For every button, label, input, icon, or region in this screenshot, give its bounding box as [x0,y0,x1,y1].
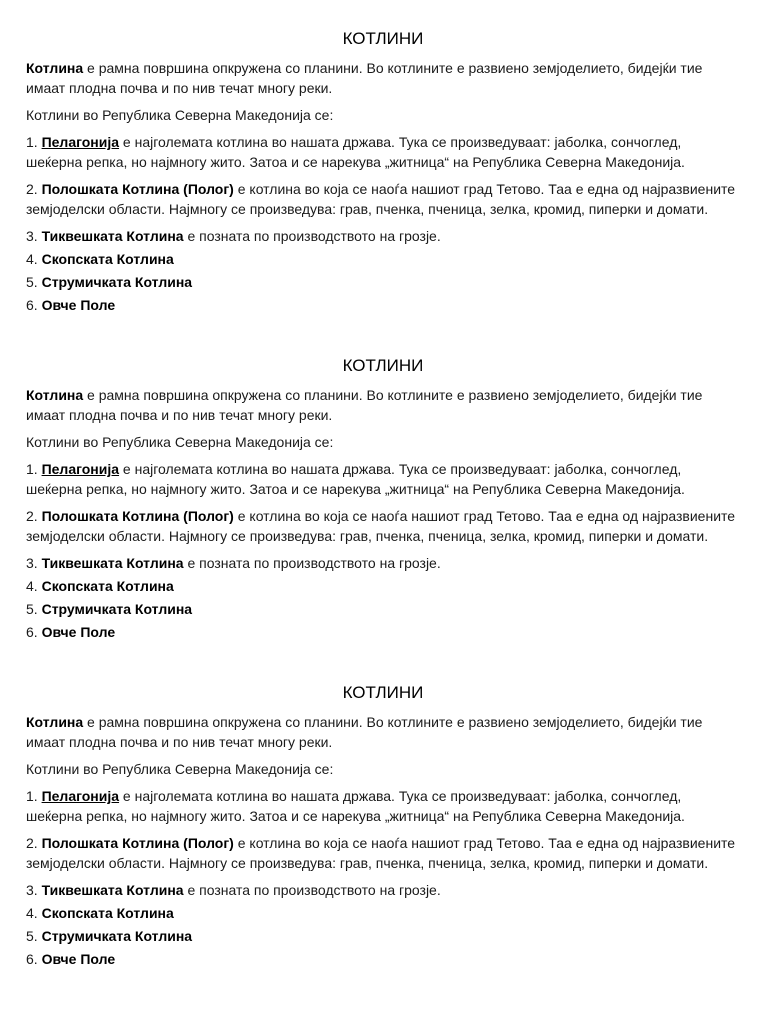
intro-text: е рамна површина опкружена со планини. Во котлините е развиено земјоделието, бидејќи тие имаат плодна почва и по нив течат многу реки. [26,714,703,750]
list-item-4 [26,903,740,923]
item-number: 1. [26,788,42,804]
list-item-1 [26,459,740,499]
lead-paragraph: Котлини во Република Северна Македонија се: [26,434,334,450]
item-name: Овче Поле [41,624,116,640]
intro-text: е рамна површина опкружена со планини. Во котлините е развиено земјоделието, бидејќи тие имаат плодна почва и по нив течат многу реки. [26,387,703,423]
list-item-2 [26,506,740,546]
item-name: Скопската Котлина [41,251,174,267]
item-desc: е најголемата котлина во нашата држава. Тука се произведуваат: јаболка, сончоглед, шеќерна репка, но најмногу жито. Затоа и се нарекува „житница“ на Република Северна Македонија. [26,134,685,170]
section-kotlini-2 [26,355,740,676]
item-number: 5. [26,928,42,944]
section-title: КОТЛИНИ [342,683,424,702]
intro-term: Котлина [26,60,84,76]
list-item-5 [26,599,740,619]
item-number: 6. [26,624,42,640]
item-number: 2. [26,508,42,524]
item-name: Овче Поле [41,297,116,313]
item-number: 3. [26,228,42,244]
list-item-6 [26,949,740,969]
document-page [26,22,740,1003]
intro-paragraph [26,385,740,425]
item-name: Тиквешката Котлина [41,555,184,571]
item-name: Скопската Котлина [41,905,174,921]
item-desc: е позната по производството на грозје. [183,228,441,244]
list-item-6 [26,622,740,642]
item-desc: е најголемата котлина во нашата држава. Тука се произведуваат: јаболка, сончоглед, шеќерна репка, но најмногу жито. Затоа и се нарекува „житница“ на Република Северна Македонија. [26,461,685,497]
item-desc: е позната по производството на грозје. [183,882,441,898]
item-number: 4. [26,251,42,267]
item-number: 2. [26,835,42,851]
item-number: 6. [26,297,42,313]
list-item-6 [26,295,740,315]
list-item-4 [26,576,740,596]
item-name: Полошката Котлина (Полог) [41,835,234,851]
lead-paragraph: Котлини во Република Северна Македонија се: [26,107,334,123]
item-name: Тиквешката Котлина [41,228,184,244]
item-desc: е котлина во која се наоѓа нашиот град Тетово. Таа е една од најразвиените земјоделски области. Најмногу се произведува: грав, пченка, пченица, зелка, кромид, пиперки и домати. [26,508,736,544]
item-desc: е котлина во која се наоѓа нашиот град Тетово. Таа е една од најразвиените земјоделски области. Најмногу се произведува: грав, пченка, пченица, зелка, кромид, пиперки и домати. [26,181,736,217]
item-name: Струмичката Котлина [41,274,193,290]
section-kotlini-1 [26,28,740,349]
section-kotlini-3 [26,682,740,1003]
list-item-1 [26,132,740,172]
item-number: 5. [26,601,42,617]
item-number: 5. [26,274,42,290]
item-name: Струмичката Котлина [41,601,193,617]
item-name: Полошката Котлина (Полог) [41,181,234,197]
item-name: Полошката Котлина (Полог) [41,508,234,524]
item-name: Скопската Котлина [41,578,174,594]
section-title: КОТЛИНИ [342,356,424,375]
item-number: 3. [26,882,42,898]
item-number: 2. [26,181,42,197]
lead-paragraph: Котлини во Република Северна Македонија се: [26,761,334,777]
section-title: КОТЛИНИ [342,29,424,48]
list-item-1 [26,786,740,826]
item-name: Тиквешката Котлина [41,882,184,898]
item-name-link[interactable]: Пелагонија [41,461,120,477]
item-name: Овче Поле [41,951,116,967]
item-name-link[interactable]: Пелагонија [41,134,120,150]
intro-text: е рамна површина опкружена со планини. Во котлините е развиено земјоделието, бидејќи тие имаат плодна почва и по нив течат многу реки. [26,60,703,96]
intro-term: Котлина [26,714,84,730]
intro-paragraph [26,58,740,98]
list-item-2 [26,833,740,873]
list-item-5 [26,272,740,292]
intro-paragraph [26,712,740,752]
list-item-3 [26,226,740,246]
item-number: 1. [26,461,42,477]
list-item-5 [26,926,740,946]
item-number: 1. [26,134,42,150]
list-item-3 [26,880,740,900]
item-number: 4. [26,905,42,921]
list-item-2 [26,179,740,219]
item-desc: е котлина во која се наоѓа нашиот град Тетово. Таа е една од најразвиените земјоделски области. Најмногу се произведува: грав, пченка, пченица, зелка, кромид, пиперки и домати. [26,835,736,871]
item-name-link[interactable]: Пелагонија [41,788,120,804]
item-number: 6. [26,951,42,967]
item-desc: е позната по производството на грозје. [183,555,441,571]
item-number: 3. [26,555,42,571]
list-item-3 [26,553,740,573]
intro-term: Котлина [26,387,84,403]
item-desc: е најголемата котлина во нашата држава. Тука се произведуваат: јаболка, сончоглед, шеќерна репка, но најмногу жито. Затоа и се нарекува „житница“ на Република Северна Македонија. [26,788,685,824]
item-name: Струмичката Котлина [41,928,193,944]
list-item-4 [26,249,740,269]
item-number: 4. [26,578,42,594]
